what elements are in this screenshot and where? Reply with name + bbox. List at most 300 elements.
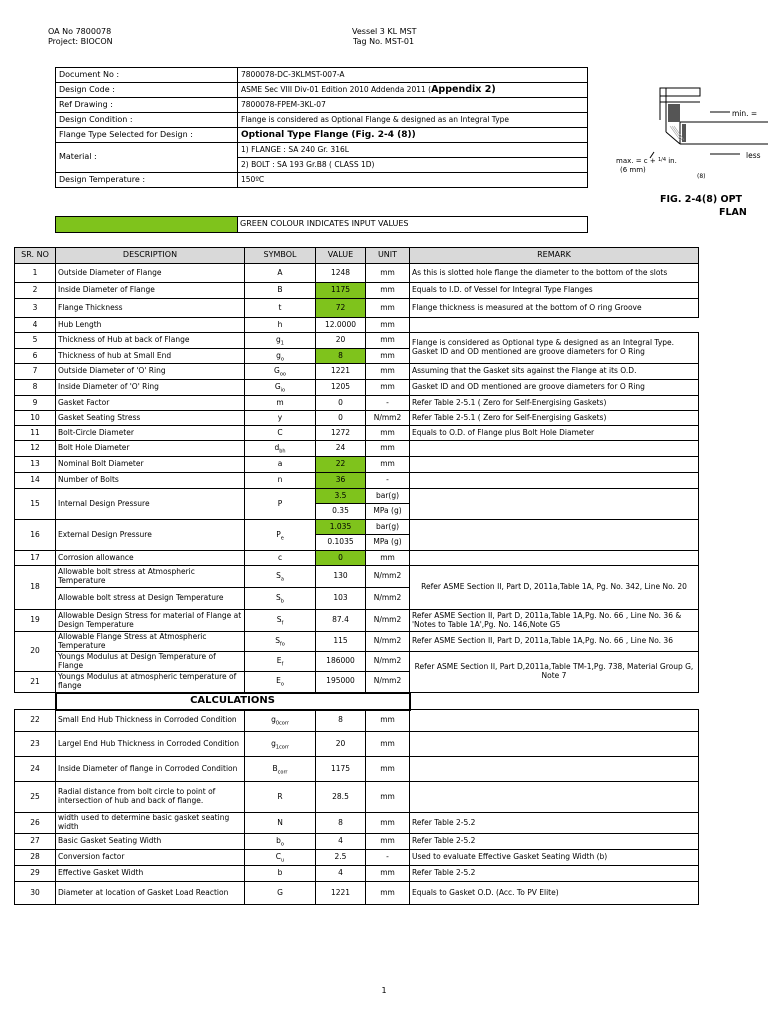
symbol-base: g [276, 350, 281, 360]
doc-info-row [56, 83, 588, 98]
row-value: 1221 [316, 364, 366, 380]
row-symbol: G [245, 882, 316, 905]
design-condition-value: Flange is considered as Optional Flange & designed as an Integral Type [238, 113, 588, 128]
table-row [15, 834, 699, 850]
table-row [15, 866, 699, 882]
row-number: 6 [15, 349, 56, 364]
row-symbol: B [245, 283, 316, 299]
row-number: 4 [15, 318, 56, 333]
oa-number: OA No 7800078 [48, 27, 112, 36]
row-value-converted: 0.1035 [316, 535, 366, 551]
row-symbol [245, 588, 316, 610]
row-value: 1248 [316, 264, 366, 283]
symbol-subscript: o [280, 681, 284, 688]
document-info-table [55, 67, 588, 188]
symbol-subscript: b [280, 598, 284, 605]
row-remark-empty [410, 732, 699, 757]
row-unit: N/mm2 [366, 672, 410, 693]
symbol-base: E [276, 656, 282, 666]
symbol-base: g [271, 738, 276, 748]
doc-info-row [56, 68, 588, 83]
row-description: Gasket Factor [56, 396, 245, 411]
design-code-value [238, 83, 588, 98]
row-value-input[interactable]: 36 [316, 473, 366, 489]
table-row [15, 411, 699, 426]
row-number: 10 [15, 411, 56, 426]
doc-info-row [56, 173, 588, 188]
row-number: 14 [15, 473, 56, 489]
row-value-input[interactable]: 22 [316, 457, 366, 473]
symbol-subscript: 0corr [275, 720, 289, 727]
row-remark: Flange thickness is measured at the bottom of O ring Groove [410, 299, 699, 318]
table-row [15, 757, 699, 782]
row-symbol [245, 380, 316, 396]
row-remark: Refer Table 2-5.2 [410, 813, 699, 834]
row-symbol: y [245, 411, 316, 426]
row-number: 12 [15, 441, 56, 457]
vessel-name: Vessel 3 KL MST [352, 27, 417, 36]
row-number: 11 [15, 426, 56, 441]
row-symbol: C [245, 426, 316, 441]
doc-info-row [56, 113, 588, 128]
table-row [15, 318, 699, 333]
legend-text: GREEN COLOUR INDICATES INPUT VALUES [238, 217, 588, 233]
symbol-base: G [274, 382, 281, 392]
row-symbol: h [245, 318, 316, 333]
row-value-input[interactable]: 8 [316, 349, 366, 364]
row-value-input[interactable]: 1.035 [316, 520, 366, 535]
flange-type-label: Flange Type Selected for Design : [56, 128, 238, 143]
row-value: 12.0000 [316, 318, 366, 333]
row-number: 24 [15, 757, 56, 782]
row-value: 1221 [316, 882, 366, 905]
row-unit: N/mm2 [366, 632, 410, 652]
row-value-converted: 0.35 [316, 504, 366, 520]
row-value: 186000 [316, 652, 366, 672]
row-remark-empty [410, 473, 699, 489]
table-row [15, 882, 699, 905]
row-description: Outside Diameter of 'O' Ring [56, 364, 245, 380]
col-header-srno: SR. NO [15, 248, 56, 264]
row-unit: bar(g) [366, 489, 410, 504]
row-description: Conversion factor [56, 850, 245, 866]
document-no-value: 7800078-DC-3KLMST-007-A [238, 68, 588, 83]
project-name: Project: BIOCON [48, 37, 113, 46]
table-header-row [15, 248, 699, 264]
row-unit: mm [366, 551, 410, 566]
row-symbol [245, 364, 316, 380]
row-description: Bolt-Circle Diameter [56, 426, 245, 441]
symbol-base: E [276, 676, 281, 686]
row-description: Allowable Design Stress for material of Flange at Design Temperature [56, 610, 245, 632]
table-row [15, 710, 699, 732]
row-number: 5 [15, 333, 56, 349]
symbol-base: P [276, 529, 281, 539]
table-row [15, 632, 699, 652]
col-header-remark: REMARK [410, 248, 699, 264]
row-number: 2 [15, 283, 56, 299]
calc-spacer [15, 693, 56, 710]
row-value: 20 [316, 333, 366, 349]
row-remark-empty [410, 318, 699, 333]
row-unit: N/mm2 [366, 411, 410, 426]
row-description: External Design Pressure [56, 520, 245, 551]
row-symbol [245, 850, 316, 866]
symbol-subscript: corr [277, 769, 288, 776]
row-unit: mm [366, 441, 410, 457]
row-remark: Refer ASME Section II, Part D, 2011a,Table 1A,Pg. No. 66 , Line No. 36 [410, 632, 699, 652]
symbol-subscript: io [280, 387, 286, 394]
row-remark: Used to evaluate Effective Gasket Seating Width (b) [410, 850, 699, 866]
row-symbol: A [245, 264, 316, 283]
row-symbol: c [245, 551, 316, 566]
row-unit: mm [366, 333, 410, 349]
symbol-subscript: u [281, 857, 285, 864]
row-value: 195000 [316, 672, 366, 693]
row-symbol [245, 652, 316, 672]
design-code-appendix: Appendix 2) [431, 83, 496, 95]
row-value: 8 [316, 813, 366, 834]
table-row [15, 551, 699, 566]
table-row [15, 396, 699, 411]
row-symbol: R [245, 782, 316, 813]
row-remark: Refer ASME Section II, Part D,2011a,Table TM-1,Pg. 738, Material Group G, Note 7 [410, 652, 699, 693]
table-row [15, 426, 699, 441]
calc-spacer [410, 693, 699, 710]
row-symbol: a [245, 457, 316, 473]
row-unit: mm [366, 457, 410, 473]
row-number: 17 [15, 551, 56, 566]
row-symbol [245, 333, 316, 349]
row-remark-empty [410, 441, 699, 457]
row-value-input[interactable]: 72 [316, 299, 366, 318]
table-row [15, 520, 699, 535]
row-symbol [245, 672, 316, 693]
doc-info-row [56, 128, 588, 143]
symbol-subscript: bh [279, 448, 286, 455]
row-symbol: m [245, 396, 316, 411]
figure-label-min: min. = [732, 109, 758, 118]
row-description: Small End Hub Thickness in Corroded Condition [56, 710, 245, 732]
row-remark: Refer Table 2-5.2 [410, 834, 699, 850]
row-value: 103 [316, 588, 366, 610]
row-description: Youngs Modulus at Design Temperature of Flange [56, 652, 245, 672]
row-remark: Refer Table 2-5.1 ( Zero for Self-Energising Gaskets) [410, 396, 699, 411]
symbol-base: g [276, 335, 281, 345]
row-description: width used to determine basic gasket seating width [56, 813, 245, 834]
row-unit: mm [366, 882, 410, 905]
design-temperature-value: 150ºC [238, 173, 588, 188]
row-remark-empty [410, 551, 699, 566]
figure-label-fraction: 1/4 [657, 157, 667, 163]
row-description: Flange Thickness [56, 299, 245, 318]
row-number: 28 [15, 850, 56, 866]
row-number: 29 [15, 866, 56, 882]
flange-figure [610, 72, 768, 202]
row-symbol [245, 732, 316, 757]
row-remark: Refer ASME Section II, Part D, 2011a,Table 1A, Pg. No. 342, Line No. 20 [410, 566, 699, 610]
table-row [15, 782, 699, 813]
symbol-base: d [274, 443, 280, 453]
row-value-input[interactable]: 0 [316, 551, 366, 566]
row-number: 30 [15, 882, 56, 905]
design-code-label: Design Code : [56, 83, 238, 98]
row-number: 1 [15, 264, 56, 283]
row-unit: mm [366, 757, 410, 782]
row-value: 4 [316, 834, 366, 850]
symbol-subscript: a [280, 576, 284, 583]
symbol-subscript: 1 [280, 340, 284, 347]
row-number: 3 [15, 299, 56, 318]
symbol-subscript: oo [279, 371, 286, 378]
row-remark: Flange is considered as Optional type & designed as an Integral Type. Gasket ID and OD mentioned are groove diameters for O Ring [410, 333, 699, 364]
row-number: 8 [15, 380, 56, 396]
table-row [15, 283, 699, 299]
row-value: 28.5 [316, 782, 366, 813]
row-value: 4 [316, 866, 366, 882]
ref-drawing-label: Ref Drawing : [56, 98, 238, 113]
row-number: 26 [15, 813, 56, 834]
row-unit: mm [366, 349, 410, 364]
figure-caption-line2: FLAN [719, 207, 747, 218]
row-unit: mm [366, 299, 410, 318]
flange-type-value: Optional Type Flange (Fig. 2-4 (8)) [238, 128, 588, 143]
row-description: Allowable bolt stress at Atmospheric Temperature [56, 566, 245, 588]
row-description: Thickness of Hub at back of Flange [56, 333, 245, 349]
row-value: 8 [316, 710, 366, 732]
row-value: 20 [316, 732, 366, 757]
col-header-symbol: SYMBOL [245, 248, 316, 264]
symbol-subscript: o [280, 356, 284, 363]
row-number: 20 [15, 632, 56, 672]
table-row [15, 489, 699, 504]
design-temperature-label: Design Temperature : [56, 173, 238, 188]
flange-drawing [610, 72, 768, 202]
symbol-base: G [274, 366, 280, 376]
row-unit: mm [366, 426, 410, 441]
row-unit: N/mm2 [366, 566, 410, 588]
material-flange: 1) FLANGE : SA 240 Gr. 316L [238, 143, 588, 158]
row-unit-converted: MPa (g) [366, 504, 410, 520]
table-row [15, 850, 699, 866]
row-remark-empty [410, 710, 699, 732]
row-remark: Refer ASME Section II, Part D, 2011a,Table 1A,Pg. No. 66 , Line No. 36 & 'Notes to Table 1A',Pg. No. 146,Note G5 [410, 610, 699, 632]
table-row [15, 732, 699, 757]
row-symbol [245, 710, 316, 732]
row-unit-converted: MPa (g) [366, 535, 410, 551]
table-row [15, 457, 699, 473]
page-number: 1 [381, 986, 387, 995]
row-number: 27 [15, 834, 56, 850]
row-remark: Gasket ID and OD mentioned are groove diameters for O Ring [410, 380, 699, 396]
input-legend [55, 216, 588, 233]
row-unit: mm [366, 318, 410, 333]
legend-swatch [56, 217, 238, 233]
row-symbol: N [245, 813, 316, 834]
row-value: 24 [316, 441, 366, 457]
row-remark-empty [410, 520, 699, 551]
row-remark-empty [410, 457, 699, 473]
table-row [15, 380, 699, 396]
symbol-base: S [276, 571, 281, 581]
doc-info-row [56, 98, 588, 113]
row-value: 87.4 [316, 610, 366, 632]
row-symbol [245, 566, 316, 588]
row-number: 25 [15, 782, 56, 813]
row-remark-empty [410, 782, 699, 813]
row-symbol [245, 632, 316, 652]
row-description: Hub Length [56, 318, 245, 333]
symbol-subscript: 1corr [275, 744, 289, 751]
row-value-input[interactable]: 1175 [316, 283, 366, 299]
symbol-base: S [276, 593, 281, 603]
row-unit: - [366, 473, 410, 489]
col-header-value: VALUE [316, 248, 366, 264]
row-remark: Equals to O.D. of Flange plus Bolt Hole Diameter [410, 426, 699, 441]
row-symbol [245, 757, 316, 782]
row-description: Youngs Modulus at atmospheric temperature of flange [56, 672, 245, 693]
doc-info-row [56, 143, 588, 158]
row-number: 23 [15, 732, 56, 757]
row-number: 18 [15, 566, 56, 610]
row-unit: mm [366, 364, 410, 380]
symbol-subscript: e [280, 535, 284, 542]
table-row [15, 813, 699, 834]
col-header-description: DESCRIPTION [56, 248, 245, 264]
row-number: 7 [15, 364, 56, 380]
row-unit: mm [366, 283, 410, 299]
row-description: Nominal Bolt Diameter [56, 457, 245, 473]
col-header-unit: UNIT [366, 248, 410, 264]
row-remark: Equals to Gasket O.D. (Acc. To PV Elite) [410, 882, 699, 905]
row-description: Inside Diameter of 'O' Ring [56, 380, 245, 396]
row-value: 115 [316, 632, 366, 652]
figure-label-max-part2: in. [666, 157, 677, 165]
symbol-subscript: o [280, 841, 284, 848]
row-remark: Refer Table 2-5.1 ( Zero for Self-Energising Gaskets) [410, 411, 699, 426]
symbol-base: C [275, 852, 282, 862]
row-remark-empty [410, 489, 699, 520]
row-symbol: P [245, 489, 316, 520]
row-description: Internal Design Pressure [56, 489, 245, 520]
design-code-text: ASME Sec VIII Div-01 Edition 2010 Addenda 2011 ( [241, 84, 432, 94]
row-unit: mm [366, 834, 410, 850]
material-bolt: 2) BOLT : SA 193 Gr.B8 ( CLASS 1D) [238, 158, 588, 173]
row-value: 1175 [316, 757, 366, 782]
row-unit: mm [366, 782, 410, 813]
row-symbol [245, 441, 316, 457]
row-unit: mm [366, 380, 410, 396]
material-label: Material : [56, 143, 238, 173]
table-row [15, 610, 699, 632]
row-description: Gasket Seating Stress [56, 411, 245, 426]
tag-number: Tag No. MST-01 [353, 37, 415, 46]
row-description: Outside Diameter of Flange [56, 264, 245, 283]
row-value-input[interactable]: 3.5 [316, 489, 366, 504]
figure-label-max-part1: max. = c + [616, 157, 658, 165]
row-unit: N/mm2 [366, 610, 410, 632]
row-description: Inside Diameter of flange in Corroded Condition [56, 757, 245, 782]
row-number: 16 [15, 520, 56, 551]
row-description: Largel End Hub Thickness in Corroded Condition [56, 732, 245, 757]
figure-caption-line1: FIG. 2-4(8) OPT [660, 194, 743, 205]
row-symbol [245, 520, 316, 551]
table-row [15, 441, 699, 457]
row-symbol [245, 834, 316, 850]
row-description: Radial distance from bolt circle to point of intersection of hub and back of flange. [56, 782, 245, 813]
row-description: Corrosion allowance [56, 551, 245, 566]
table-row [15, 264, 699, 283]
row-description: Thickness of hub at Small End [56, 349, 245, 364]
row-unit: mm [366, 813, 410, 834]
design-condition-label: Design Condition : [56, 113, 238, 128]
row-symbol: t [245, 299, 316, 318]
symbol-base: S [275, 636, 280, 646]
row-number: 21 [15, 672, 56, 693]
row-symbol: n [245, 473, 316, 489]
table-row [15, 333, 699, 349]
row-description: Number of Bolts [56, 473, 245, 489]
figure-label-max [616, 157, 677, 165]
row-unit: N/mm2 [366, 652, 410, 672]
table-row [15, 473, 699, 489]
row-number: 22 [15, 710, 56, 732]
calculations-title: CALCULATIONS [56, 693, 410, 710]
ref-drawing-value: 7800078-FPEM-3KL-07 [238, 98, 588, 113]
row-symbol: b [245, 866, 316, 882]
symbol-subscript: f [281, 661, 284, 668]
row-description: Basic Gasket Seating Width [56, 834, 245, 850]
row-unit: N/mm2 [366, 588, 410, 610]
symbol-base: B [272, 763, 278, 773]
row-description: Diameter at location of Gasket Load Reaction [56, 882, 245, 905]
row-number: 15 [15, 489, 56, 520]
row-remark: As this is slotted hole flange the diameter to the bottom of the slots [410, 264, 699, 283]
row-remark-empty [410, 757, 699, 782]
row-number: 13 [15, 457, 56, 473]
row-value: 0 [316, 411, 366, 426]
table-row [15, 299, 699, 318]
row-symbol [245, 610, 316, 632]
figure-label-mm: (6 mm) [620, 166, 646, 174]
row-description: Allowable Flange Stress at Atmospheric Temperature [56, 632, 245, 652]
row-description: Allowable bolt stress at Design Temperature [56, 588, 245, 610]
row-value: 130 [316, 566, 366, 588]
row-unit: mm [366, 732, 410, 757]
row-remark: Refer Table 2-5.2 [410, 866, 699, 882]
row-number: 19 [15, 610, 56, 632]
symbol-base: g [271, 715, 276, 725]
figure-label-number: (8) [697, 173, 706, 180]
row-unit: - [366, 850, 410, 866]
table-row [15, 652, 699, 672]
row-unit: mm [366, 710, 410, 732]
row-description: Effective Gasket Width [56, 866, 245, 882]
row-unit: bar(g) [366, 520, 410, 535]
symbol-base: b [276, 836, 281, 846]
row-description: Inside Diameter of Flange [56, 283, 245, 299]
row-description: Bolt Hole Diameter [56, 441, 245, 457]
row-symbol [245, 349, 316, 364]
calculation-table [14, 247, 699, 905]
row-value: 1205 [316, 380, 366, 396]
figure-label-less: less [746, 151, 761, 160]
document-no-label: Document No : [56, 68, 238, 83]
row-value: 2.5 [316, 850, 366, 866]
row-remark: Assuming that the Gasket sits against the Flange at its O.D. [410, 364, 699, 380]
row-unit: mm [366, 264, 410, 283]
symbol-subscript: fo [279, 641, 285, 648]
